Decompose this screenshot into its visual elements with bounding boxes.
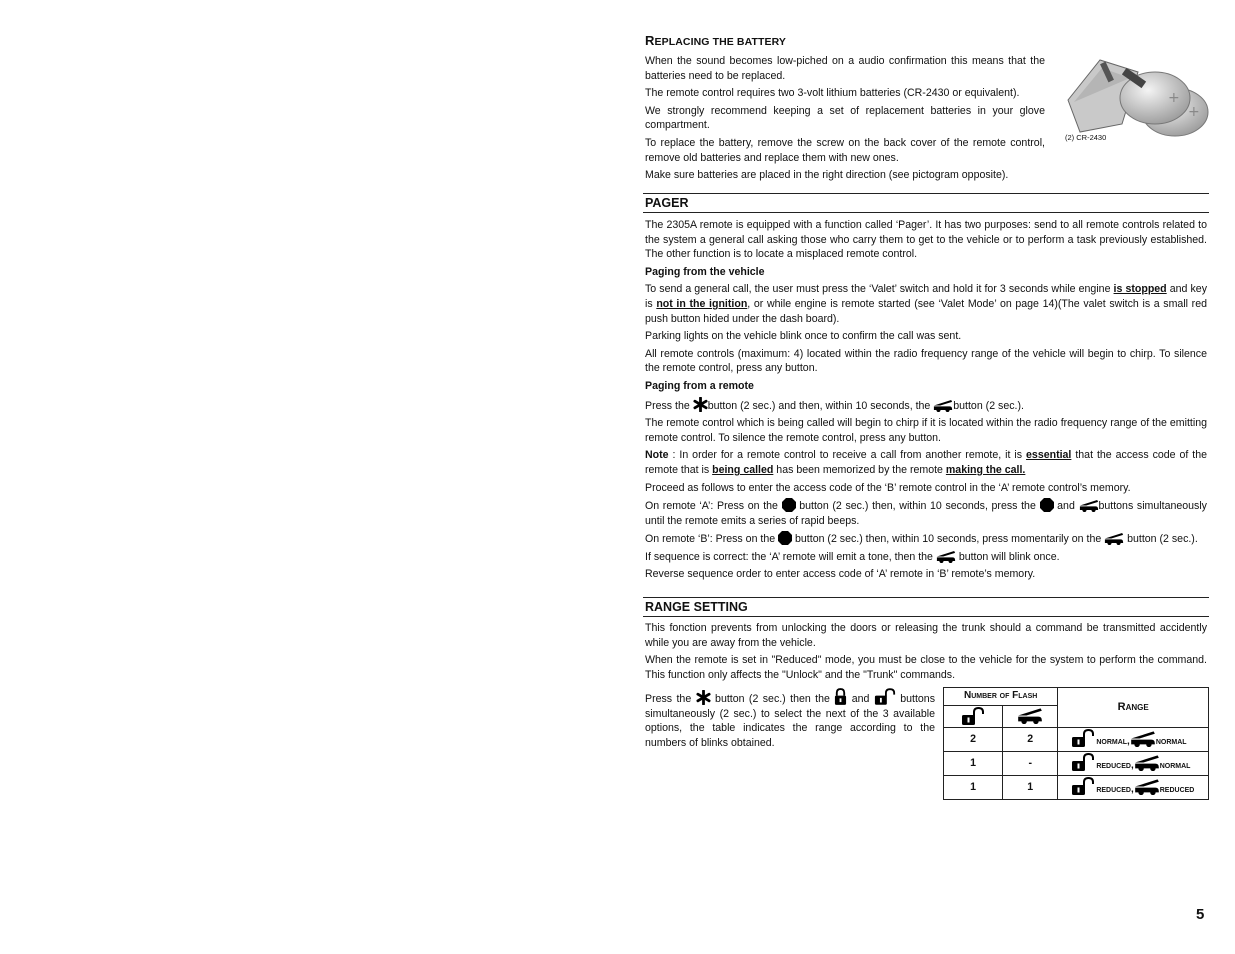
battery-paragraph: To replace the battery, remove the screw on the back cover of the remote control, remove old batteries and replace them with new ones. xyxy=(645,136,1045,164)
table-row: 1 - reduced, normal xyxy=(944,752,1209,776)
pager-paragraph: Proceed as follows to enter the access code of the ‘B’ remote control in the ‘A’ remote control’s memory. xyxy=(645,481,1131,494)
pager-paragraph: Parking lights on the vehicle blink once to confirm the call was sent. xyxy=(645,330,962,343)
pager-heading: PAGER xyxy=(643,193,1209,213)
battery-paragraph: Make sure batteries are placed in the right direction (see pictogram opposite). xyxy=(645,169,1009,182)
trunk-car-icon xyxy=(1134,754,1160,771)
svg-text:+: + xyxy=(1168,90,1180,106)
battery-text xyxy=(645,54,1045,186)
star-button-icon xyxy=(696,690,711,705)
trunk-car-icon xyxy=(1104,532,1124,545)
star-button-icon xyxy=(693,397,708,412)
table-header-unlock xyxy=(944,706,1003,728)
battery-heading: REPLACING THE BATTERY xyxy=(645,33,787,48)
range-paragraph: This fonction prevents from unlocking the doors or releasing the trunk should a command be transmitted accidently while you are away from the vehicle. xyxy=(645,622,1207,649)
table-header-range: Range xyxy=(1058,688,1209,728)
unlock-icon xyxy=(1070,777,1096,795)
pager-subheading-remote: Paging from a remote xyxy=(645,379,754,392)
range-heading: RANGE SETTING xyxy=(643,597,1209,617)
range-section xyxy=(645,621,1207,685)
pager-paragraph: The remote control which is being called will begin to chirp if it is located within the radio frequency range of the emitting remote control. To silence the remote control, press any button. xyxy=(645,417,1207,444)
trunk-car-icon xyxy=(933,399,953,412)
pager-subheading-vehicle: Paging from the vehicle xyxy=(645,265,765,278)
table-header-trunk xyxy=(1003,706,1058,728)
range-paragraph: When the remote is set in "Reduced" mode, you must be close to the vehicle for the system to perform the command. This function only affects the "Unlock" and the "Trunk" commands. xyxy=(645,654,1207,681)
pager-section xyxy=(645,218,1207,585)
pager-sequence: If sequence is correct: the ‘A’ remote will emit a tone, then the button will blink once. xyxy=(645,550,1060,563)
trunk-car-icon xyxy=(1134,778,1160,795)
pager-remote-paragraph: Press the button (2 sec.) and then, within 10 seconds, the button (2 sec.). xyxy=(645,397,1207,414)
battery-paragraph: We strongly recommend keeping a set of replacement batteries in your glove compartment. xyxy=(645,104,1045,132)
lock-icon xyxy=(834,688,847,705)
hexagon-button-icon xyxy=(1040,498,1054,512)
table-row: 2 2 normal, normal xyxy=(944,728,1209,752)
pager-paragraph: Reverse sequence order to enter access code of ‘A’ remote in ‘B’ remote’s memory. xyxy=(645,568,1036,581)
table-header-flash: Number of Flash xyxy=(944,688,1058,706)
battery-paragraph: When the sound becomes low-piched on a audio confirmation this means that the batteries need to be replaced. xyxy=(645,55,1045,82)
unlock-icon xyxy=(1070,729,1096,747)
pager-paragraph: All remote controls (maximum: 4) located within the radio frequency range of the vehicle will begin to chirp. To silence the remote control, press any button. xyxy=(645,347,1207,375)
unlock-icon xyxy=(1070,753,1096,771)
pager-remote-a: On remote ‘A’: Press on the button (2 sec.) then, within 10 seconds, press the and buttons simultaneously until the remote emits a series of rapid beeps. xyxy=(645,500,1207,527)
unlock-icon xyxy=(959,707,987,725)
pager-vehicle-paragraph: To send a general call, the user must press the ‘Valet’ switch and hold it for 3 seconds while engine is stopped and key is not in the ignition, or while engine is remote started (see ‘Valet Mode’ on page 14)(The valet switch is a small red push button hided under the dash board). xyxy=(645,283,1207,325)
hexagon-button-icon xyxy=(778,531,792,545)
battery-paragraph: The remote control requires two 3-volt lithium batteries (CR-2430 or equivalent). xyxy=(645,87,1020,100)
page-number: 5 xyxy=(1196,906,1205,923)
range-table xyxy=(943,687,1209,800)
pager-note: Note : In order for a remote control to receive a call from another remote, it is essential that the access code of the remote that is being called has been memorized by the remote making the call. xyxy=(645,449,1208,476)
unlock-icon xyxy=(874,688,896,705)
trunk-car-icon xyxy=(1017,707,1043,724)
battery-image-caption: (2) CR-2430 xyxy=(1065,133,1107,142)
trunk-car-icon xyxy=(936,550,956,563)
table-row: 1 1 reduced, reduced xyxy=(944,776,1209,800)
trunk-car-icon xyxy=(1130,730,1156,747)
range-instructions: Press the button (2 sec.) then the and buttons simultaneously (2 sec.) to select the next of the 3 available options, the table indicates the range according to the numbers of blinks obtained. xyxy=(645,688,935,750)
pager-intro: The 2305A remote is equipped with a function called ‘Pager’. It has two purposes: send to all remote controls related to the system a general call asking those who carry them to get to the vehicle or to perform a task previously established. The other function is to locate a misplaced remote control. xyxy=(645,219,1207,261)
hexagon-button-icon xyxy=(782,498,796,512)
svg-text:+: + xyxy=(1188,104,1200,120)
trunk-car-icon xyxy=(1079,499,1099,512)
pager-remote-b: On remote ‘B’: Press on the button (2 sec.) then, within 10 seconds, press momentarily on the button (2 sec.). xyxy=(645,533,1198,546)
